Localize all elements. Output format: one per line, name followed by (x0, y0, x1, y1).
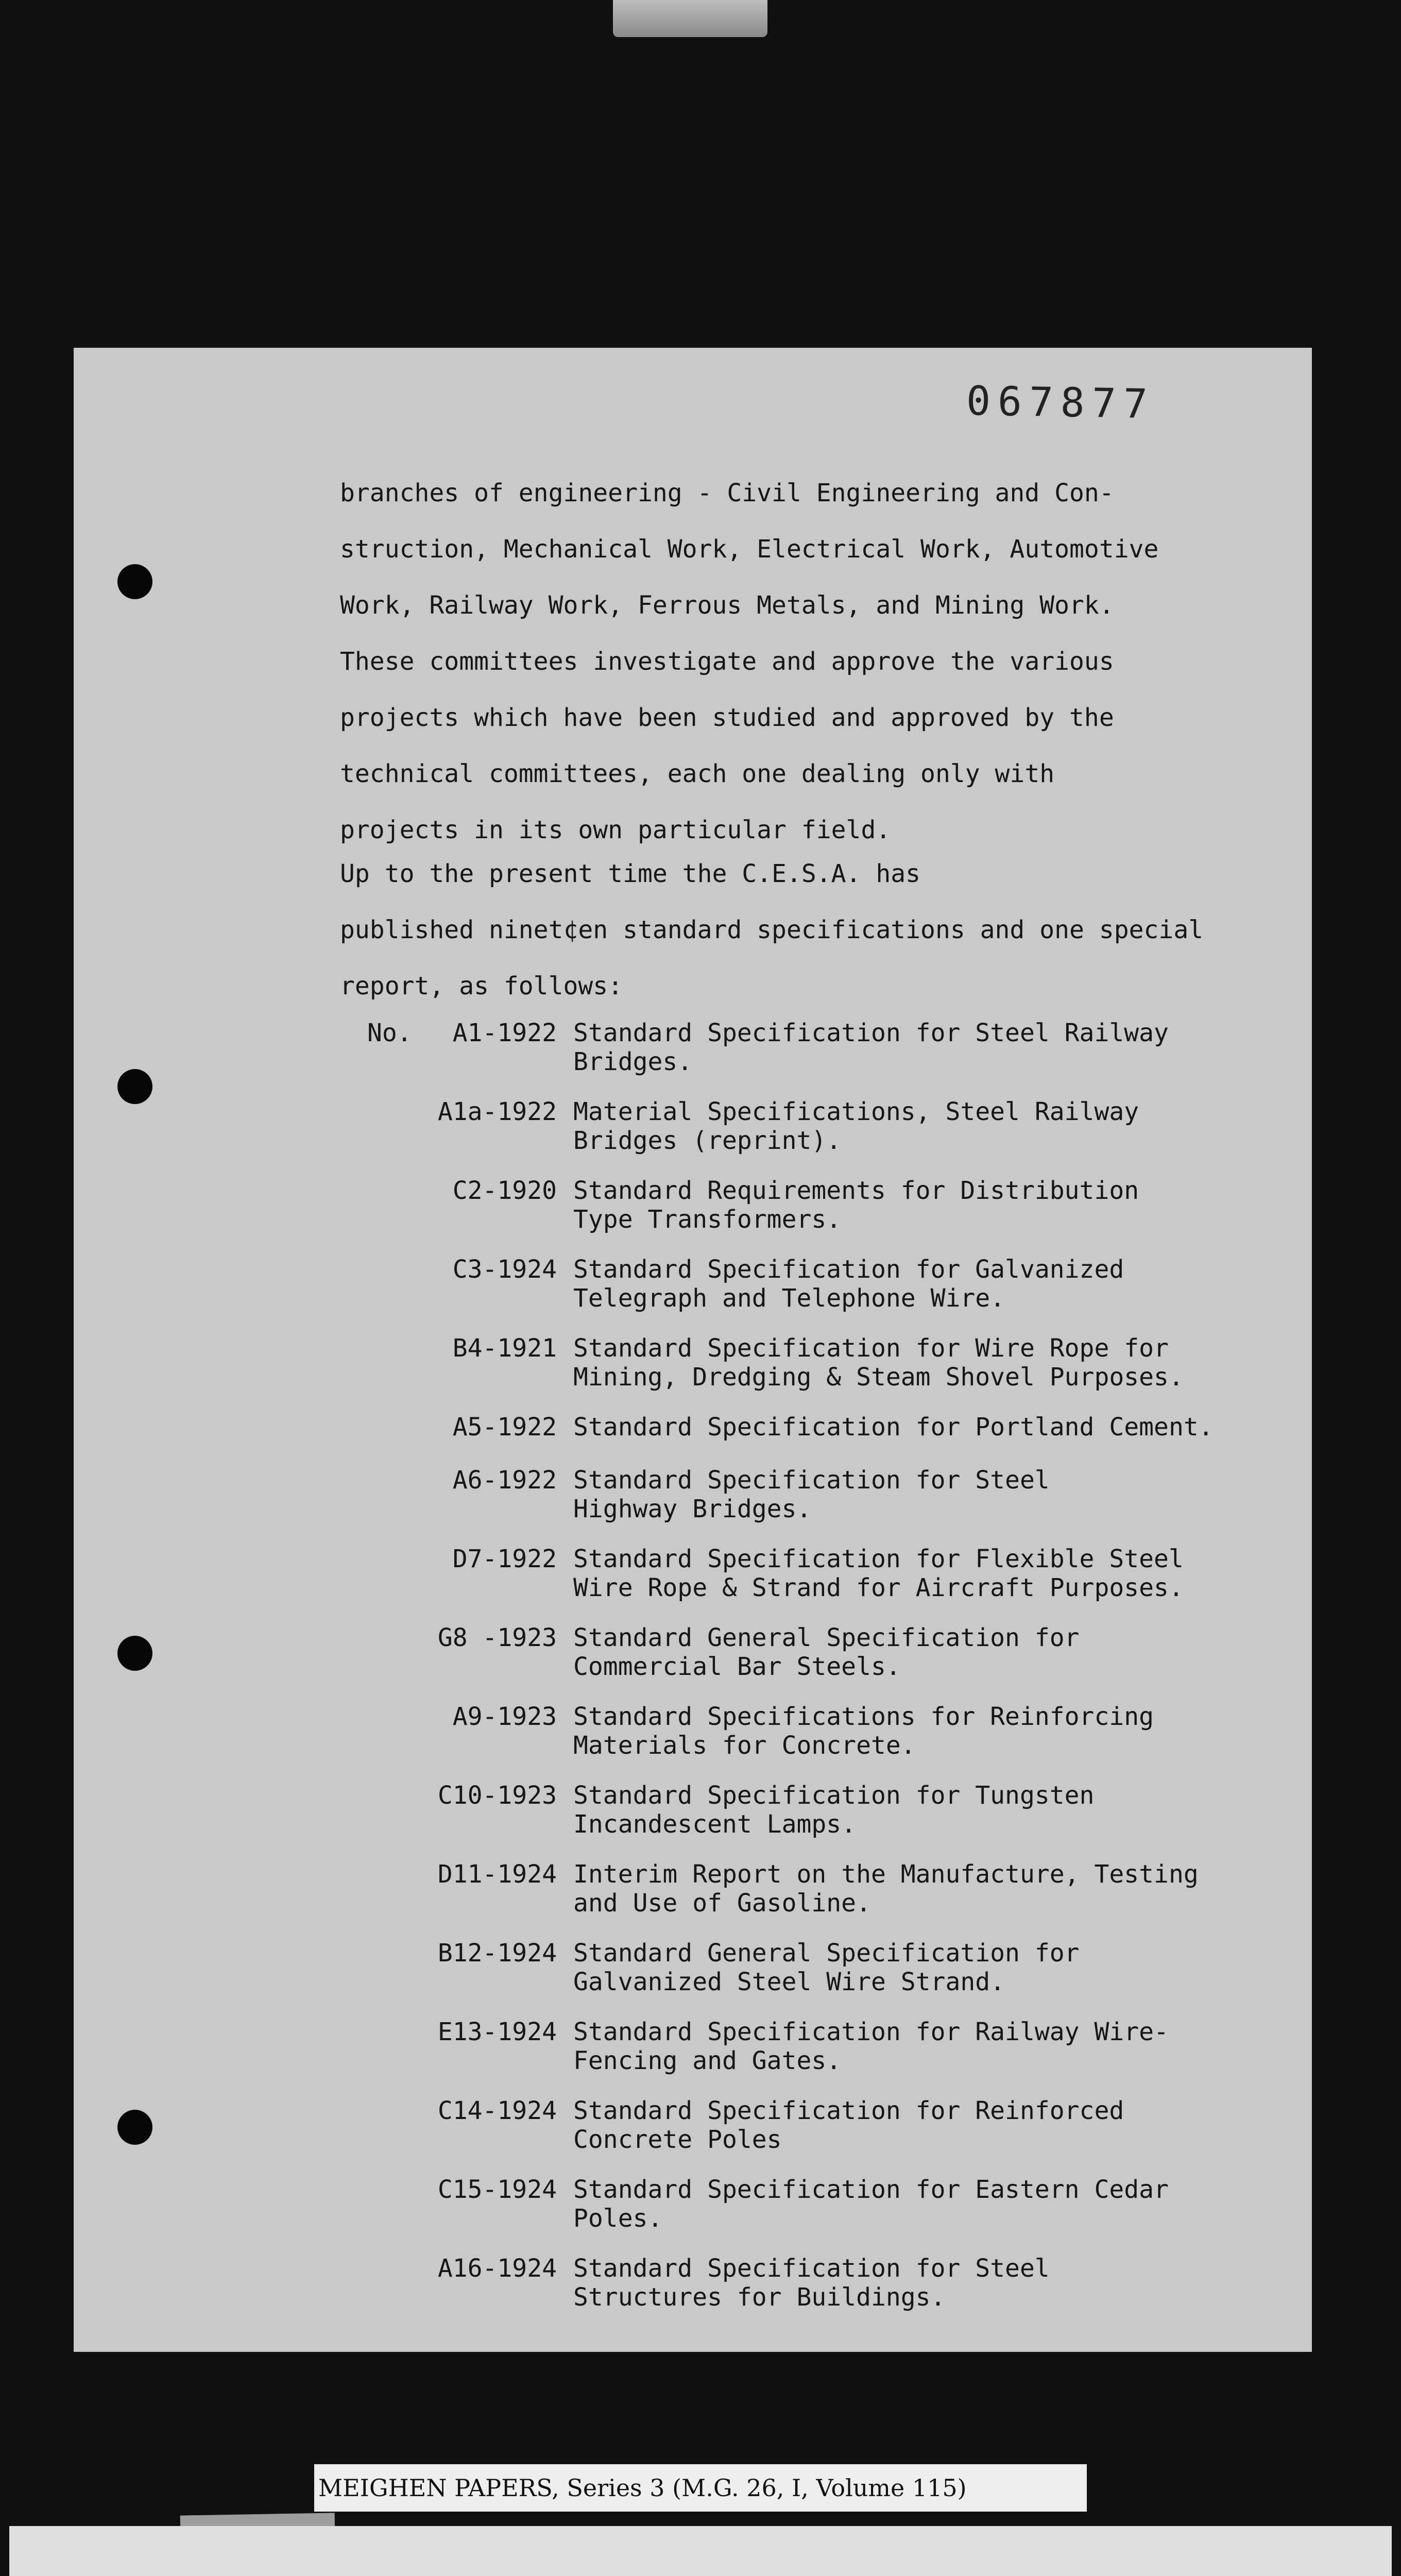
archive-label-strip: MEIGHEN PAPERS, Series 3 (M.G. 26, I, Volume 115) (314, 2464, 1087, 2512)
spec-title: Standard Specification for Eastern Cedar Poles. (573, 2175, 1169, 2233)
film-clip-tab (613, 0, 767, 37)
spec-number: A5-1922 (452, 1413, 557, 1442)
spec-number: G8 -1923 (437, 1623, 557, 1652)
list-item (74, 2175, 1312, 2247)
spec-title: Standard Specification for Railway Wire- Fencing and Gates. (573, 2018, 1169, 2075)
spec-title: Interim Report on the Manufacture, Testing and Use of Gasoline. (573, 1860, 1199, 1918)
list-item (74, 1781, 1312, 1853)
list-item (74, 1623, 1312, 1696)
spec-number: A16-1924 (437, 2254, 557, 2283)
spec-title: Standard Requirements for Distribution Type Transformers. (573, 1176, 1139, 1234)
document-number: 067877 (966, 378, 1155, 428)
spec-number: C15-1924 (437, 2175, 557, 2204)
spec-number: B12-1924 (437, 1939, 557, 1968)
spec-number: D7-1922 (452, 1545, 557, 1573)
spec-title: Standard Specification for Wire Rope for Mining, Dredging & Steam Shovel Purposes. (573, 1334, 1184, 1392)
spec-number: A1-1922 (452, 1019, 557, 1047)
spec-number: C2-1920 (452, 1176, 557, 1205)
list-item (74, 2096, 1312, 2168)
list-item (74, 1702, 1312, 1774)
list-item (74, 1860, 1312, 1932)
spec-number: A9-1923 (452, 1702, 557, 1731)
list-label: No. (367, 1019, 412, 1047)
list-item (74, 1334, 1312, 1406)
spec-title: Standard Specifications for Reinforcing Materials for Concrete. (573, 1702, 1154, 1760)
list-item (74, 1176, 1312, 1248)
paragraph-1: branches of engineering - Civil Engineering and Con- struction, Mechanical Work, Electrical Work, Automotive Work, Railway Work, Ferrous Metals, and Mining Work. These committees investigate and approve the various projects which have been studied and approved by the technical committees, each one dealing only with projects in its own particular field. (340, 479, 1159, 844)
list-item (74, 1545, 1312, 1617)
paragraph-2: Up to the present time the C.E.S.A. has published ninet¢en standard specifications and one special report, as follows: (340, 859, 1204, 1001)
spec-number: A6-1922 (452, 1466, 557, 1495)
spec-title: Standard Specification for Portland Cement. (573, 1413, 1214, 1442)
spec-number: E13-1924 (437, 2018, 557, 2046)
spec-title: Standard Specification for Steel Railway Bridges. (573, 1019, 1169, 1076)
spec-number: B4-1921 (452, 1334, 557, 1363)
spec-title: Standard Specification for Reinforced Concrete Poles (573, 2096, 1124, 2154)
list-item (74, 1939, 1312, 2011)
punch-hole-1 (117, 564, 152, 599)
spec-title: Standard Specification for Steel Highway Bridges. (573, 1466, 1050, 1523)
spec-title: Standard Specification for Galvanized Telegraph and Telephone Wire. (573, 1255, 1124, 1313)
spec-title: Material Specifications, Steel Railway Bridges (reprint). (573, 1097, 1139, 1155)
list-item (74, 1255, 1312, 1327)
document-page (74, 348, 1312, 2352)
spec-number: A1a-1922 (437, 1097, 557, 1126)
spec-title: Standard General Specification for Commercial Bar Steels. (573, 1623, 1080, 1681)
list-item (74, 2018, 1312, 2090)
spec-number: C10-1923 (437, 1781, 557, 1810)
list-item (74, 1097, 1312, 1170)
archives-stamp-card (9, 2526, 1392, 2576)
spec-title: Standard Specification for Tungsten Incandescent Lamps. (573, 1781, 1095, 1839)
spec-number: C3-1924 (452, 1255, 557, 1284)
list-item (74, 1466, 1312, 1538)
spec-title: Standard Specification for Steel Structures for Buildings. (573, 2254, 1050, 2312)
spec-number: C14-1924 (437, 2096, 557, 2125)
spec-title: Standard General Specification for Galvanized Steel Wire Strand. (573, 1939, 1080, 1996)
list-item (74, 2254, 1312, 2326)
spec-title: Standard Specification for Flexible Steel Wire Rope & Strand for Aircraft Purposes. (573, 1545, 1184, 1602)
list-item (74, 1019, 1312, 1091)
spec-number: D11-1924 (437, 1860, 557, 1889)
